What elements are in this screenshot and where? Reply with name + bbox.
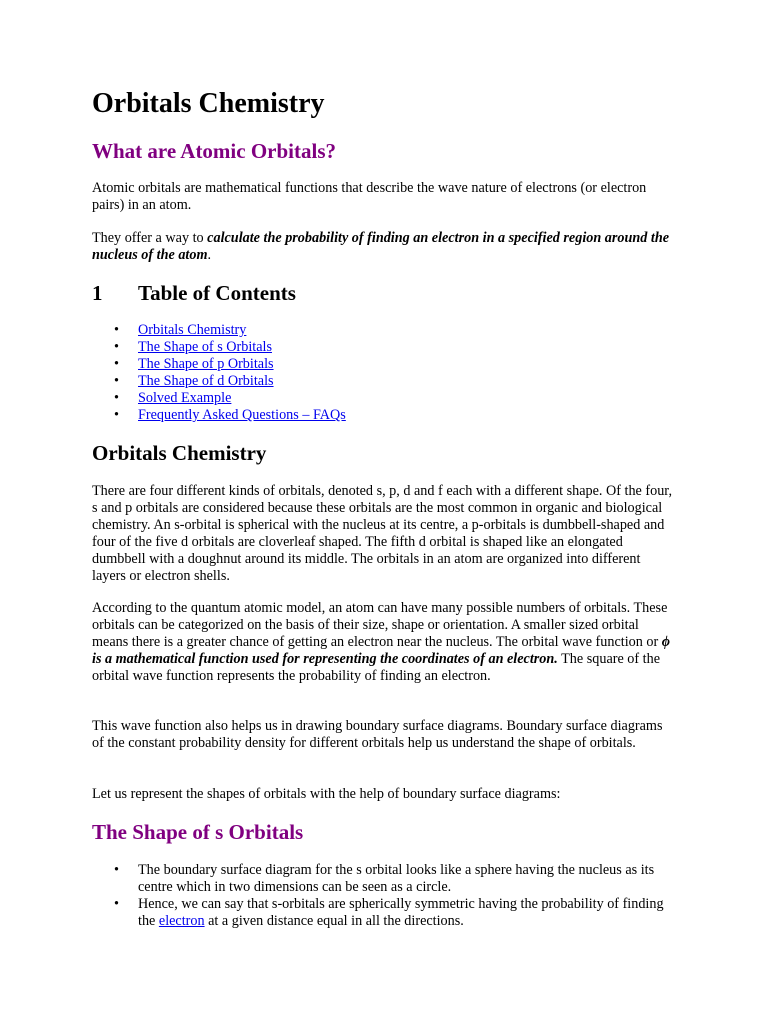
- bullet-icon: •: [114, 373, 119, 389]
- s-orbital-bullet-2-suffix: at a given distance equal in all the directions.: [204, 913, 464, 929]
- paragraph-four-kinds: There are four different kinds of orbitals, denoted s, p, d and f each with a different shape. Of the four, s and p orbitals are considered because these orbitals are the most common in organic and biological chemistry. An s-orbital is spherical with the nucleus at its centre, a p-orbitals is dumbbell-shaped and four of the five d orbitals are cloverleaf shaped. The fifth d orbital is shaped like an elongated dumbbell with a doughnut around its middle. The orbitals in an atom are organized into different layers or electron shells.: [92, 483, 672, 584]
- bullet-icon: •: [114, 339, 119, 355]
- s-orbital-bullet-1: The boundary surface diagram for the s orbital looks like a sphere having the nucleus as its centre which in two dimensions can be seen as a circle.: [138, 862, 655, 895]
- paragraph-offer-suffix: .: [207, 247, 212, 263]
- toc-item: [92, 390, 676, 407]
- s-orbital-bullet-2-prefix: Hence, we can say that s-orbitals are spherically symmetric having the probability of finding the: [138, 896, 664, 929]
- toc-link-solved-example[interactable]: Solved Example: [138, 390, 232, 406]
- paragraph-quantum-suffix: The square of the orbital wave function represents the probability of finding an electron.: [92, 651, 661, 684]
- bullet-icon: •: [114, 356, 119, 372]
- toc-heading: [92, 279, 296, 307]
- toc-item: [92, 356, 676, 373]
- paragraph-quantum-model: [92, 600, 676, 685]
- toc-link-orbitals-chemistry[interactable]: Orbitals Chemistry: [138, 322, 247, 338]
- toc-item: [92, 407, 676, 424]
- bullet-icon: •: [114, 390, 119, 406]
- s-orbital-list: [92, 862, 676, 930]
- paragraph-quantum-prefix: According to the quantum atomic model, an atom can have many possible numbers of orbitals. These orbitals can be categorized on the basis of their size, shape or orientation. A smaller sized orbital means there is a greater chance of getting an electron near the nucleus. The orbital wave function or: [92, 600, 668, 650]
- toc-link-shape-p-orbitals[interactable]: The Shape of p Orbitals: [138, 356, 274, 372]
- section-heading-shape-s-orbitals: The Shape of s Orbitals: [92, 820, 304, 844]
- bullet-icon: •: [114, 407, 119, 423]
- toc-item: [92, 373, 676, 390]
- paragraph-represent-shapes: Let us represent the shapes of orbitals with the help of boundary surface diagrams:: [92, 786, 561, 802]
- toc-list: [92, 322, 676, 424]
- bullet-icon: •: [114, 322, 119, 338]
- toc-heading-text: Table of Contents: [138, 281, 296, 305]
- toc-link-shape-s-orbitals[interactable]: The Shape of s Orbitals: [138, 339, 272, 355]
- toc-item: [92, 339, 676, 356]
- paragraph-offer-emphasis: calculate the probability of finding an electron in a specified region around the nucleus of the atom: [92, 230, 670, 263]
- toc-item: [92, 322, 676, 339]
- list-item: [92, 862, 676, 896]
- toc-link-shape-d-orbitals[interactable]: The Shape of d Orbitals: [138, 373, 274, 389]
- paragraph-offer: [92, 230, 676, 264]
- page-title: Orbitals Chemistry: [92, 88, 325, 119]
- list-item: [92, 896, 676, 930]
- bullet-icon: •: [114, 862, 119, 878]
- paragraph-intro: Atomic orbitals are mathematical functions that describe the wave nature of electrons (or electron pairs) in an atom.: [92, 180, 647, 213]
- paragraph-wave-function: This wave function also helps us in drawing boundary surface diagrams. Boundary surface diagrams of the constant probability density for different orbitals help us understand the shape of orbitals.: [92, 718, 663, 751]
- toc-link-faqs[interactable]: Frequently Asked Questions – FAQs: [138, 407, 346, 423]
- toc-number: 1: [92, 281, 103, 305]
- electron-link[interactable]: electron: [158, 913, 205, 929]
- paragraph-quantum-emphasis: ϕ is a mathematical function used for representing the coordinates of an electron.: [92, 634, 670, 667]
- paragraph-offer-prefix: They offer a way to: [92, 230, 208, 246]
- section-heading-orbitals-chemistry: Orbitals Chemistry: [92, 441, 267, 465]
- section-heading-atomic-orbitals: What are Atomic Orbitals?: [92, 139, 337, 163]
- bullet-icon: •: [114, 896, 119, 912]
